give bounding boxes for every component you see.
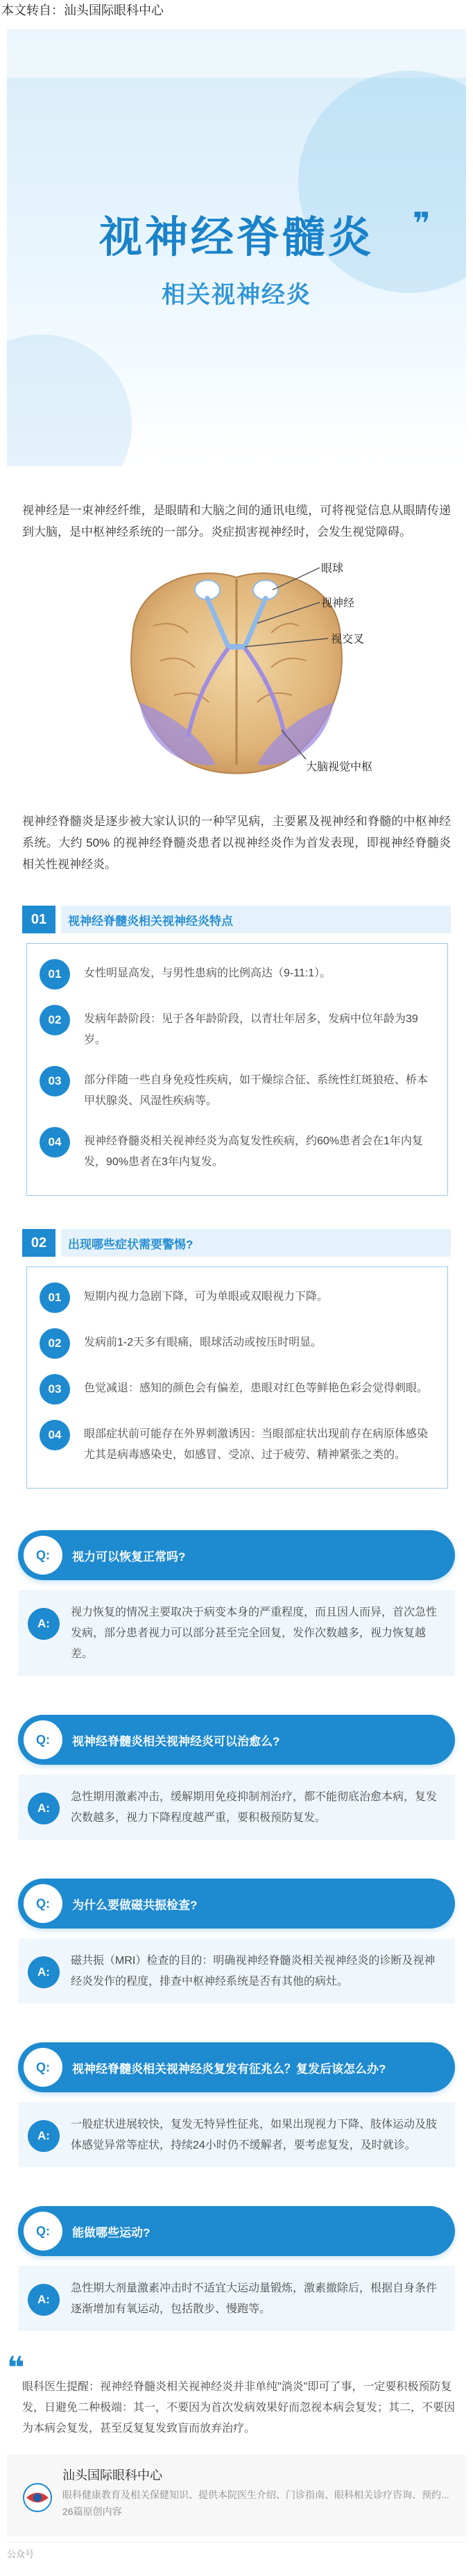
- item-number: 03: [40, 1066, 70, 1096]
- list-item: [40, 1127, 435, 1173]
- item-text: 色觉减退：感知的颜色会有偏差，患眼对红色等鲜艳色彩会觉得刺眼。: [84, 1382, 429, 1394]
- list-item: [40, 1005, 435, 1051]
- list-item: [40, 1374, 435, 1405]
- page-subtitle: 相关视神经炎: [162, 282, 311, 308]
- answer-box: [18, 1938, 455, 2003]
- question-bar: [18, 2206, 455, 2256]
- section-1-header: [22, 903, 451, 936]
- question-icon: Q:: [24, 2048, 62, 2087]
- account-desc-text: 眼科健康教育及相关保健知识、提供本院医生介绍、门诊指南、眼科相关诊疗咨询、预约...: [62, 2489, 449, 2500]
- answer-box: [18, 1774, 455, 1840]
- answer-box: [18, 2102, 455, 2167]
- item-text: 部分伴随一些自身免疫性疾病，如干燥综合征、系统性红斑狼疮、桥本甲状腺炎、风湿性疾病等。: [84, 1074, 429, 1107]
- section-1-box: [26, 943, 448, 1196]
- question-icon: Q:: [24, 1884, 62, 1923]
- item-number: 04: [40, 1127, 70, 1158]
- item-number: 01: [40, 959, 70, 990]
- item-text: 短期内视力急剧下降，可为单眼或双眼视力下降。: [84, 1291, 329, 1303]
- question-icon: Q:: [24, 1720, 62, 1759]
- answer-text: 视力恢复的情况主要取决于病变本身的严重程度，而且因人而异，首次急性发病，部分患者视力可以部分甚至完全回复，发作次数越多，视力恢复越差。: [71, 1607, 438, 1660]
- account-type-label: 公众号: [7, 2542, 466, 2560]
- section-2-header: [22, 1226, 451, 1260]
- item-number: 04: [40, 1420, 70, 1450]
- list-item: [40, 1282, 435, 1313]
- item-text: 眼部症状前可能存在外界刺激诱因：当眼部症状出现前存在病原体感染尤其是病毒感染史，如感冒、受凉、过于疲劳、精神紧张之类的。: [84, 1428, 429, 1461]
- question-text: 视神经脊髓炎相关视神经炎复发有征兆么？复发后该怎么办?: [72, 2062, 386, 2076]
- list-item: [40, 1420, 435, 1466]
- answer-icon: A:: [28, 2120, 60, 2152]
- item-text: 发病年龄阶段：见于各年龄阶段，以青壮年居多，发病中位年龄为39岁。: [84, 1013, 418, 1046]
- doctor-reminder: [7, 2351, 466, 2445]
- label-eyeball: 眼球: [321, 563, 344, 575]
- section-2-number: 02: [22, 1229, 55, 1257]
- header-banner: [7, 29, 466, 466]
- brain-illustration: [91, 557, 382, 786]
- question-bar: [18, 2042, 455, 2092]
- question-text: 为什么要做磁共振检查?: [72, 1898, 198, 1912]
- item-text: 发病前1-2天多有眼痛，眼球活动或按压时明显。: [84, 1337, 322, 1348]
- question-bar: [18, 1530, 455, 1580]
- item-text: 女性明显高发，与男性患病的比例高达（9-11:1）。: [84, 967, 332, 979]
- answer-icon: A:: [28, 1956, 60, 1988]
- question-text: 视神经脊髓炎相关视神经炎可以治愈么?: [72, 1734, 280, 1748]
- original-count: 26篇原创内容: [62, 2506, 122, 2517]
- section-2-title: 出现哪些症状需要警惕?: [61, 1229, 451, 1257]
- item-number: 02: [40, 1328, 70, 1359]
- account-description: [62, 2486, 456, 2520]
- brain-image: [91, 557, 382, 786]
- qa-block-1: [18, 1530, 455, 1676]
- answer-icon: A:: [28, 2284, 60, 2316]
- question-icon: Q:: [24, 1536, 62, 1575]
- section-1-number: 01: [22, 906, 55, 933]
- reminder-text: 眼科医生提醒：视神经脊髓炎相关视神经炎并非单纯"淌炎"即可了事，一定要积极预防复发，日避免二种极端：其一，不要因为首次发病效果好而忽视本病会复发；其二，不要因为本病会复发，甚至反复复发致盲而放弃治疗。: [22, 2381, 456, 2434]
- item-number: 01: [40, 1282, 70, 1313]
- question-text: 视力可以恢复正常吗?: [72, 1550, 186, 1564]
- question-text: 能做哪些运动?: [72, 2226, 150, 2239]
- list-item: [40, 959, 435, 990]
- quote-icon: ❞: [413, 207, 431, 241]
- label-optic-chiasm: 视交叉: [331, 634, 365, 645]
- page-title: 视神经脊髓炎: [98, 214, 374, 262]
- section-1-title: 视神经脊髓炎相关视神经炎特点: [61, 906, 451, 933]
- answer-icon: A:: [28, 1793, 60, 1824]
- list-item: [40, 1328, 435, 1359]
- answer-text: 急性期大剂量激素冲击时不适宜大运动量锻炼，激素撤除后，根据自身条件逐渐增加有氧运动，包括散步、慢跑等。: [71, 2282, 438, 2315]
- question-bar: [18, 1715, 455, 1765]
- answer-text: 磁共振（MRI）检查的目的：明确视神经脊髓炎相关视神经炎的诊断及视神经炎发作的程度，排查中枢神经系统是否有其他的病灶。: [71, 1955, 436, 1988]
- answer-text: 一般症状进展较快，复发无特异性征兆，如果出现视力下降、肢体运动及肢体感觉异常等症状，持续24小时仍不缓解者，要考虑复发，及时就诊。: [71, 2119, 438, 2151]
- decor-circle: [7, 334, 132, 466]
- qa-block-4: [18, 2042, 455, 2167]
- intro-paragraph: 视神经是一束神经纤维，是眼睛和大脑之间的通讯电缆，可将视觉信息从眼睛传递到大脑，是中枢神经系统的一部分。炎症损害视神经时，会发生视觉障碍。: [22, 504, 451, 539]
- answer-icon: A:: [28, 1608, 60, 1640]
- answer-box: [18, 1590, 455, 1676]
- qa-block-5: [18, 2206, 455, 2331]
- answer-box: [18, 2266, 455, 2331]
- item-number: 02: [40, 1005, 70, 1035]
- section-2-box: [26, 1266, 448, 1489]
- qa-block-3: [18, 1879, 455, 2003]
- label-optic-nerve: 视神经: [321, 598, 355, 609]
- eye-logo-icon: [22, 2482, 53, 2513]
- account-profile-card[interactable]: [7, 2455, 466, 2536]
- label-visual-center: 大脑视觉中枢: [306, 761, 373, 773]
- answer-text: 急性期用激素冲击，缓解期用免疫抑制剂治疗，都不能彻底治愈本病，复发次数越多，视力下降程度越严重，要积极预防复发。: [71, 1791, 438, 1824]
- question-icon: Q:: [24, 2212, 62, 2251]
- item-text: 视神经脊髓炎相关视神经炎为高复发性疾病，约60%患者会在1年内复发，90%患者在3年内复发。: [84, 1135, 423, 1168]
- qa-block-2: [18, 1715, 455, 1840]
- question-bar: [18, 1879, 455, 1929]
- header-band: [7, 29, 466, 78]
- paragraph-2: 视神经脊髓炎是逐步被大家认识的一种罕见病，主要累及视神经和脊髓的中枢神经系统。大约 50% 的视神经脊髓炎患者以视神经炎作为首发表现，即视神经脊髓炎相关性视神经炎。: [22, 815, 451, 871]
- repost-line: 本文转自：汕头国际眼科中心: [1, 3, 164, 17]
- item-number: 03: [40, 1374, 70, 1405]
- quote-icon: ❝: [7, 2351, 25, 2385]
- account-name: 汕头国际眼科中心: [62, 2468, 162, 2482]
- list-item: [40, 1066, 435, 1112]
